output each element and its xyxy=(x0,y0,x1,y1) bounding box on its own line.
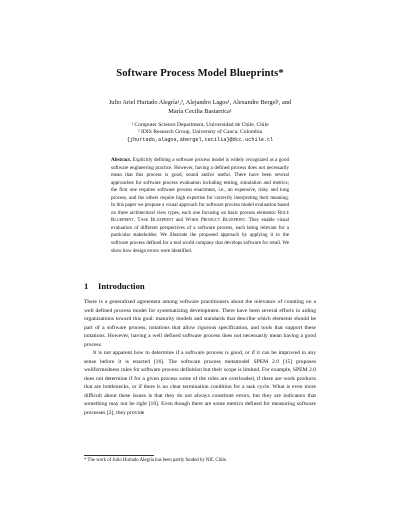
authors-line-2: María Cecilia Bastarrica¹ xyxy=(168,108,232,115)
affiliations xyxy=(80,122,320,144)
affiliation-1: ¹ Computer Science Department, Universidad de Chile, Chile xyxy=(131,122,269,128)
abstract xyxy=(111,157,289,255)
paragraph-1: There is a generalized agreement among software practitioners about the relevance of counting on a well defined process model for systematizing development. There have been several efforts in aiding organizations toward this goal: maturity models and standards that describe which elements should be part of a software process, notations that allow rigorous specification, and tools that support these notations. However, having a well defined software process does not necessarily mean having a good process. xyxy=(84,299,316,348)
abstract-text: Explicitly defining a software process model is widely recognized as a good software engineering practice. However, having a defined process does not necessarily mean that this process is good, sound and/or useful. There have been several approaches for software process evaluation including testing, simulation and metrics; the first one requires software process enactment, i.e., an expensive, risky and long process, and the others require high expertise for correctly interpreting their meaning. In this paper we propose a visual approach for software process model evaluation based on three architectural view types, each one focusing on basic process elements: xyxy=(111,157,290,216)
section-title: Introduction xyxy=(98,281,145,291)
abstract-separator-1: , xyxy=(133,217,138,224)
footnote-rule xyxy=(84,455,154,456)
author-list xyxy=(70,98,330,116)
abstract-text-continued: . They enable visual evaluation of different perspectives of a software process, each being relevant for a particular stakeholder. We illustrate the proposed approach by applying it to the software process defined for a real world company that develops software for retail. We show how design errors were identified. xyxy=(111,217,290,254)
abstract-role-blueprint: Role Blueprint xyxy=(111,209,289,224)
section-number: 1 xyxy=(84,281,89,291)
footnote: * The work of Julio Hurtado Alegría has been partly funded by NIC Chile. xyxy=(84,458,227,463)
authors-line-1: Julio Ariel Hurtado Alegría¹,², Alejandro Lagos¹, Alexandre Bergel¹, and xyxy=(108,99,292,106)
affiliation-2: ² IDIS Research Group, University of Cauca, Colombia xyxy=(137,129,263,136)
paper-title: Software Process Model Blueprints* xyxy=(116,68,284,79)
abstract-separator-2: and xyxy=(173,217,186,224)
abstract-label: Abstract. xyxy=(111,157,132,163)
paragraph-2: It is not apparent how to determine if a software process is good, or if it can be improved in any sense before it is enacted [16]. The software process metamodel SPEM 2.0 [15] proposes wellformedness rules for software process definition but their scope is limited. For example, SPEM 2.0 does not determine if for a given process some of the roles are overloaded, if there are work products that are bottlenecks, or if there is no clear termination condition for a task cycle. What is even more difficult about these issues is that they do not always constitute errors, but they are indicators that something may not be right [10]. Even though there are some metrics defined for measuring software processes [2], they provide xyxy=(84,350,316,416)
abstract-work-product-blueprint: Work Product Blueprint xyxy=(185,217,246,224)
body-text xyxy=(84,298,316,417)
author-emails: {jhurtado,alagos,abergel,cecilia}@dcc.uchile.cl xyxy=(126,136,274,143)
abstract-task-blueprint: Task Blueprint xyxy=(137,217,174,224)
section-heading xyxy=(84,281,324,291)
